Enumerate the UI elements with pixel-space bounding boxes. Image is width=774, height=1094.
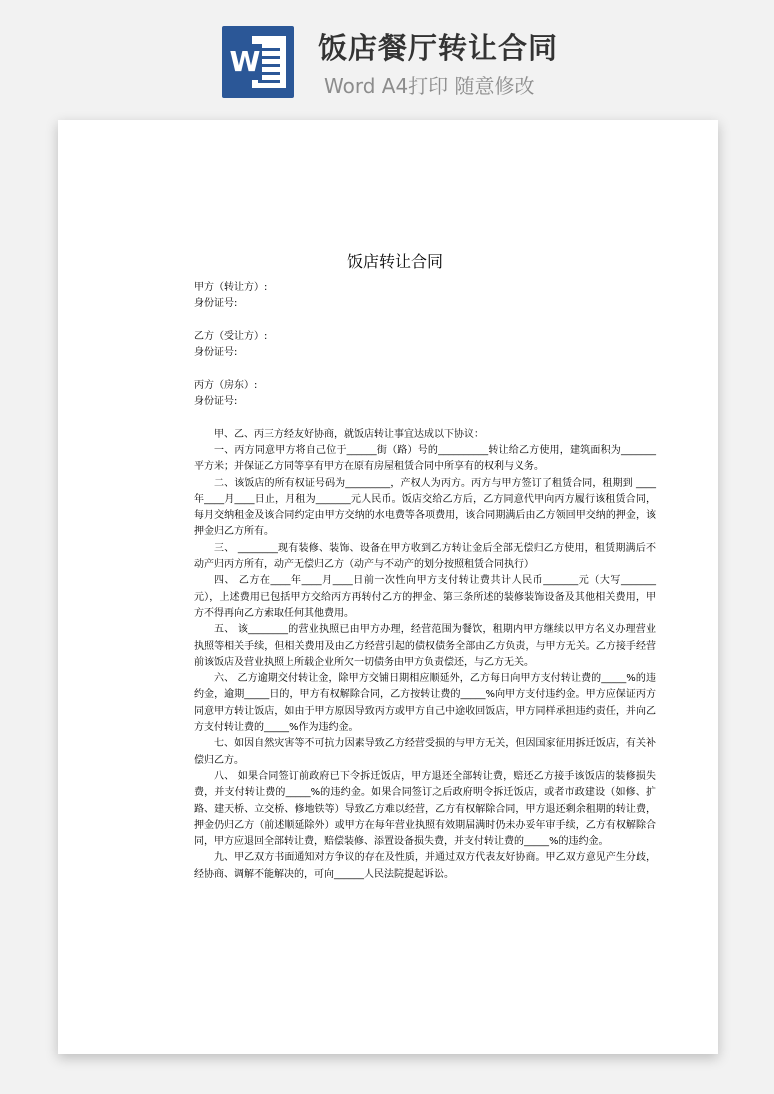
banner-subtitle: Word A4打印 随意修改 (324, 74, 535, 98)
document-title: 饭店转让合同 (346, 252, 443, 271)
clause-6: 六、 乙方逾期交付转让金，除甲方交铺日期相应顺延外，乙方每日向甲方支付转让费的_____%的违约金，逾期_____日的，甲方有权解除合同，乙方按转让费的_____%向甲方支付违约金。甲方应保证丙方同意甲方转让饭店，如由于甲方原因导致丙方或甲方自己中途收回饭店，甲方同样承担违约责任，并向乙方支付转让费的_____%作为违约金。 (194, 673, 656, 734)
clause-4: 四、 乙方在____年____月____日前一次性向甲方支付转让费共计人民币_______元（大写_______元），上述费用已包括甲方交给丙方再转付乙方的押金、第三条所述的装修装饰设备及其他相关费用，甲方不得再向乙方索取任何其他费用。 (194, 575, 656, 619)
clause-7: 七、如因自然灾害等不可抗力因素导致乙方经营受损的与甲方无关，但因国家征用拆迁饭店，有关补偿归乙方。 (194, 738, 656, 766)
party-a-label: 甲方（转让方）: (194, 282, 268, 293)
party-b-id: 身份证号: (194, 347, 238, 359)
document-content (194, 250, 656, 883)
word-icon-letter: W (229, 45, 261, 78)
party-c-label: 丙方（房东）: (194, 379, 258, 391)
clause-8: 八、 如果合同签订前政府已下令拆迁饭店，甲方退还全部转让费，赔还乙方接手该饭店的装修损失费，并支付转让费的_____%的违约金。如果合同签订之后政府明令拆迁饭店，或者市政建设（如修、扩路、建天桥、立交桥、修地铁等）导致乙方难以经营，乙方有权解除合同，甲方退还剩余租期的转让费，押金仍归乙方（前述顺延除外）或甲方在每年营业执照有效期届满时仍未办妥年审手续，乙方有权解除合同，甲方应退回全部转让费，赔偿装修、添置设备损失费，并支付转让费的_____%的违约金。 (194, 770, 656, 848)
intro-paragraph: 甲、乙、丙三方经友好协商，就饭店转让事宜达成以下协议： (214, 428, 484, 440)
word-icon (222, 26, 294, 98)
party-b-label: 乙方（受让方）: (194, 330, 268, 342)
document-page (58, 120, 718, 1054)
clause-3: 三、 ________现有装修、装饰、设备在甲方收到乙方转让金后全部无偿归乙方使用，租赁期满后不动产归丙方所有，动产无偿归乙方（动产与不动产的划分按照租赁合同执行） (194, 542, 656, 571)
clause-9: 九、甲乙双方书面通知对方争议的存在及性质，并通过双方代表友好协商。甲乙双方意见产生分歧，经协商、调解不能解决的，可向______人民法院提起诉讼。 (194, 852, 656, 880)
clause-2: 二、该饭店的所有权证号码为_________，产权人为丙方。丙方与甲方签订了租赁合同，租期到 ____年____月____日止，月租为_______元人民币。饭店交给乙方后，乙方同意代甲向丙方履行该租赁合同，每月交纳租金及该合同约定由甲方交纳的水电费等各项费用，该合同期满后由乙方领回甲交纳的押金，该押金归乙方所有。 (194, 477, 656, 538)
party-c-id: 身份证号: (194, 396, 238, 408)
clause-1: 一、丙方同意甲方将自己位于______街（路）号的__________转让给乙方使用，建筑面积为_______平方米；并保证乙方同等享有甲方在原有房屋租赁合同中所享有的权利与义务。 (194, 444, 656, 473)
header-banner (0, 0, 774, 112)
party-a-id: 身份证号: (194, 298, 238, 310)
clause-5: 五、 该________的营业执照已由甲方办理，经营范围为餐饮，租期内甲方继续以甲方名义办理营业执照等相关手续，但相关费用及由乙方经营引起的债权债务全部由乙方负责，与甲方无关。乙方接手经营前该饭店及营业执照上所载企业所欠一切债务由甲方负责偿还，与乙方无关。 (194, 624, 656, 668)
banner-title: 饭店餐厅转让合同 (318, 31, 559, 65)
